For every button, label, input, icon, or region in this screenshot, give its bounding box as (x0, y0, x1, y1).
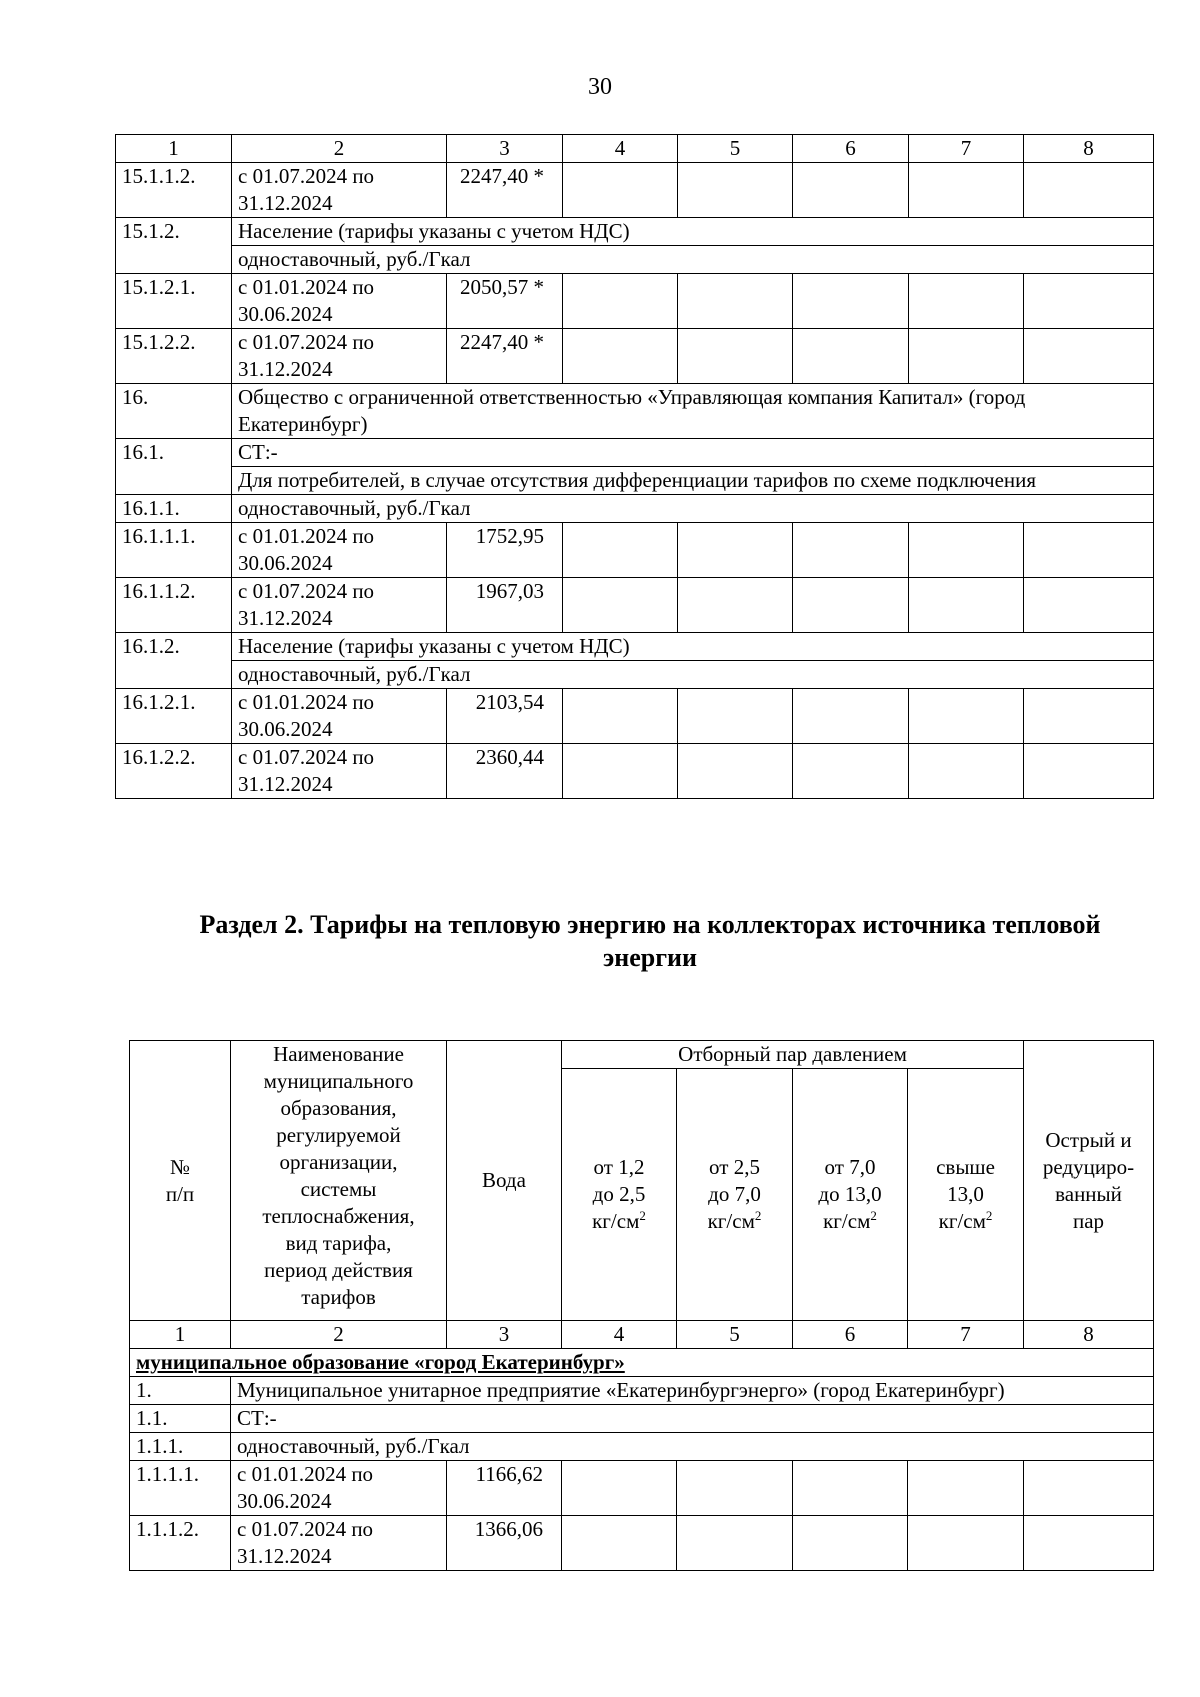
period-line: 30.06.2024 (238, 302, 333, 326)
column-number-row (116, 135, 1154, 163)
header-steam-pressure-line (914, 1208, 1017, 1235)
period-line: 31.12.2024 (238, 606, 333, 630)
column-number: 7 (908, 1321, 1024, 1349)
header-name-line: образования, (280, 1096, 397, 1120)
column-number: 2 (231, 1321, 447, 1349)
table-row (116, 467, 1154, 495)
empty-cell (678, 523, 793, 578)
column-number: 4 (563, 135, 678, 163)
empty-cell (793, 329, 909, 384)
empty-cell (678, 274, 793, 329)
row-number: 16.1.2.2. (116, 744, 232, 799)
header-steam-pressure-line: до 2,5 (592, 1182, 646, 1206)
header-steam-pressure-line: до 7,0 (708, 1182, 761, 1206)
column-number: 1 (116, 135, 232, 163)
empty-cell (793, 1461, 908, 1516)
header-water: Вода (447, 1041, 562, 1321)
empty-cell (793, 523, 909, 578)
empty-cell (562, 1516, 677, 1571)
table-row (116, 633, 1154, 661)
header-name-line: регулируемой (276, 1123, 401, 1147)
period-line: 30.06.2024 (237, 1489, 332, 1513)
empty-cell (1024, 744, 1154, 799)
table-row (116, 246, 1154, 274)
empty-cell (563, 578, 678, 633)
empty-cell (909, 329, 1024, 384)
table-row (116, 744, 1154, 799)
empty-cell (1024, 274, 1154, 329)
tariff-value: 1967,03 (447, 578, 563, 633)
row-number: 16. (116, 384, 232, 439)
header-number (130, 1041, 231, 1321)
empty-cell (1024, 163, 1154, 218)
header-name-line: организации, (279, 1150, 398, 1174)
empty-cell (678, 689, 793, 744)
period-line: 31.12.2024 (238, 357, 333, 381)
header-steam-pressure-unit: кг/см (707, 1209, 755, 1233)
header-steam-pressure-unit: кг/см (823, 1209, 871, 1233)
empty-cell (793, 689, 909, 744)
tariff-value: 2247,40 * (447, 329, 563, 384)
period-line: с 01.07.2024 по (238, 330, 375, 354)
empty-cell (1024, 329, 1154, 384)
header-steam-pressure-line: от 7,0 (824, 1155, 876, 1179)
header-steam-pressure (908, 1069, 1024, 1321)
table-row (116, 218, 1154, 246)
row-number: 1. (130, 1377, 231, 1405)
table-row (130, 1461, 1154, 1516)
period-cell (232, 523, 447, 578)
tariff-table-section-1 (115, 134, 1154, 799)
header-steam-pressure-line (568, 1208, 670, 1235)
column-number: 8 (1024, 1321, 1154, 1349)
empty-cell (678, 329, 793, 384)
header-steam-pressure-line: 13,0 (947, 1182, 984, 1206)
table-row (130, 1405, 1154, 1433)
table-row (116, 274, 1154, 329)
period-cell (231, 1461, 447, 1516)
empty-cell (1024, 1516, 1154, 1571)
header-name-line: период действия (264, 1258, 413, 1282)
table-row (116, 523, 1154, 578)
column-number: 7 (909, 135, 1024, 163)
empty-cell (678, 578, 793, 633)
tariff-value: 1366,06 (447, 1516, 562, 1571)
header-steam-pressure (793, 1069, 908, 1321)
row-description: одноставочный, руб./Гкал (232, 661, 1154, 689)
header-name-line: муниципального (263, 1069, 414, 1093)
empty-cell (909, 274, 1024, 329)
empty-cell (793, 274, 909, 329)
empty-cell (793, 163, 909, 218)
tariff-value: 2103,54 (447, 689, 563, 744)
header-sharp-steam-line: редуциро- (1042, 1154, 1135, 1179)
row-number: 1.1.1.1. (130, 1461, 231, 1516)
tariff-value: 1166,62 (447, 1461, 562, 1516)
empty-cell (563, 523, 678, 578)
row-number: 16.1.2. (116, 633, 232, 689)
column-number: 5 (678, 135, 793, 163)
header-name-line: тарифов (301, 1285, 376, 1309)
row-number: 16.1.1.1. (116, 523, 232, 578)
column-number: 6 (793, 1321, 908, 1349)
column-number: 8 (1024, 135, 1154, 163)
table-row (130, 1516, 1154, 1571)
row-description: одноставочный, руб./Гкал (231, 1433, 1154, 1461)
table-row (116, 578, 1154, 633)
header-name (231, 1041, 447, 1321)
period-line: 31.12.2024 (238, 772, 333, 796)
municipality-name: муниципальное образование «город Екатеринбург» (130, 1349, 1154, 1377)
row-number: 16.1.1. (116, 495, 232, 523)
column-number: 1 (130, 1321, 231, 1349)
row-number: 16.1.2.1. (116, 689, 232, 744)
header-steam-pressure-unit: кг/см (592, 1209, 640, 1233)
period-line: с 01.07.2024 по (238, 164, 375, 188)
empty-cell (562, 1461, 677, 1516)
period-line: с 01.01.2024 по (238, 275, 375, 299)
row-description: Население (тарифы указаны с учетом НДС) (232, 218, 1154, 246)
empty-cell (909, 744, 1024, 799)
row-number: 16.1. (116, 439, 232, 495)
header-steam-pressure-line (799, 1208, 901, 1235)
period-line: с 01.07.2024 по (238, 745, 375, 769)
tariff-value: 2247,40 * (447, 163, 563, 218)
row-description: Муниципальное унитарное предприятие «Екатеринбургэнерго» (город Екатеринбург) (231, 1377, 1154, 1405)
header-steam-pressure-line (683, 1208, 786, 1235)
table-row (130, 1433, 1154, 1461)
period-cell (232, 689, 447, 744)
table-row (116, 495, 1154, 523)
table-row (116, 384, 1154, 439)
empty-cell (678, 744, 793, 799)
table-row (130, 1377, 1154, 1405)
header-name-line: Наименование (273, 1042, 404, 1066)
municipality-row (130, 1349, 1154, 1377)
row-number: 1.1.1. (130, 1433, 231, 1461)
empty-cell (909, 578, 1024, 633)
table-row (116, 439, 1154, 467)
empty-cell (793, 744, 909, 799)
period-line: с 01.07.2024 по (238, 579, 375, 603)
column-number-row (130, 1321, 1154, 1349)
row-description: одноставочный, руб./Гкал (232, 495, 1154, 523)
header-steam-pressure-unit-exponent: 2 (985, 1208, 993, 1223)
tariff-value: 2360,44 (447, 744, 563, 799)
period-line: с 01.01.2024 по (238, 524, 375, 548)
period-cell (232, 329, 447, 384)
empty-cell (563, 689, 678, 744)
period-line: 30.06.2024 (238, 717, 333, 741)
column-number: 3 (447, 135, 563, 163)
empty-cell (1024, 1461, 1154, 1516)
empty-cell (793, 1516, 908, 1571)
row-description: Население (тарифы указаны с учетом НДС) (232, 633, 1154, 661)
header-steam-pressure-line: свыше (936, 1155, 995, 1179)
column-number: 5 (677, 1321, 793, 1349)
column-number: 3 (447, 1321, 562, 1349)
header-steam-pressure-unit-exponent: 2 (754, 1208, 762, 1223)
header-name-line: вид тарифа, (285, 1231, 392, 1255)
period-line: 31.12.2024 (238, 191, 333, 215)
empty-cell (793, 578, 909, 633)
row-number: 1.1. (130, 1405, 231, 1433)
empty-cell (563, 744, 678, 799)
row-number: 15.1.2. (116, 218, 232, 274)
table-row (116, 329, 1154, 384)
empty-cell (909, 163, 1024, 218)
header-sharp-steam-line: ванный (1055, 1181, 1122, 1206)
row-description: Для потребителей, в случае отсутствия дифференциации тарифов по схеме подключения (232, 467, 1154, 495)
header-number-line: № (169, 1154, 191, 1179)
empty-cell (1024, 523, 1154, 578)
header-steam-pressure (677, 1069, 793, 1321)
header-steam-group: Отборный пар давлением (562, 1041, 1024, 1069)
period-cell (232, 744, 447, 799)
empty-cell (909, 689, 1024, 744)
header-sharp-steam-line: пар (1072, 1208, 1105, 1233)
header-name-line: системы (300, 1177, 377, 1201)
empty-cell (1024, 689, 1154, 744)
row-number: 15.1.2.1. (116, 274, 232, 329)
empty-cell (678, 163, 793, 218)
column-number: 6 (793, 135, 909, 163)
period-line: с 01.07.2024 по (237, 1517, 374, 1541)
period-cell (232, 578, 447, 633)
period-line: с 01.01.2024 по (238, 690, 375, 714)
period-cell (231, 1516, 447, 1571)
header-steam-pressure (562, 1069, 677, 1321)
empty-cell (677, 1461, 793, 1516)
empty-cell (908, 1516, 1024, 1571)
empty-cell (563, 329, 678, 384)
column-number: 2 (232, 135, 447, 163)
column-number: 4 (562, 1321, 677, 1349)
row-description: СТ:- (232, 439, 1154, 467)
empty-cell (908, 1461, 1024, 1516)
empty-cell (563, 163, 678, 218)
header-name-line: теплоснабжения, (262, 1204, 415, 1228)
header-steam-pressure-line: до 13,0 (818, 1182, 882, 1206)
row-description: Общество с ограниченной ответственностью «Управляющая компания Капитал» (город Екатеринбург) (232, 384, 1154, 439)
header-steam-pressure-unit: кг/см (938, 1209, 986, 1233)
header-row (130, 1041, 1154, 1069)
table-row (116, 689, 1154, 744)
tariff-value: 1752,95 (447, 523, 563, 578)
row-number: 15.1.1.2. (116, 163, 232, 218)
row-number: 15.1.2.2. (116, 329, 232, 384)
empty-cell (563, 274, 678, 329)
header-sharp-steam-line: Острый и (1045, 1127, 1132, 1152)
period-line: 31.12.2024 (237, 1544, 332, 1568)
section-2-title-line1: Раздел 2. Тарифы на тепловую энергию на коллекторах источника тепловой (199, 910, 1101, 939)
page-number: 30 (588, 74, 612, 100)
period-cell (232, 274, 447, 329)
header-steam-pressure-line: от 2,5 (709, 1155, 760, 1179)
header-steam-pressure-line: от 1,2 (593, 1155, 645, 1179)
table-row (116, 661, 1154, 689)
row-number: 16.1.1.2. (116, 578, 232, 633)
header-number-line: п/п (165, 1181, 195, 1206)
header-steam-pressure-unit-exponent: 2 (639, 1208, 646, 1223)
header-sharp-steam (1024, 1041, 1154, 1321)
empty-cell (909, 523, 1024, 578)
section-2-title-line2: энергии (603, 943, 697, 972)
period-cell (232, 163, 447, 218)
row-number: 1.1.1.2. (130, 1516, 231, 1571)
header-steam-pressure-unit-exponent: 2 (870, 1208, 877, 1223)
tariff-value: 2050,57 * (447, 274, 563, 329)
table-row (116, 163, 1154, 218)
row-description: одноставочный, руб./Гкал (232, 246, 1154, 274)
empty-cell (677, 1516, 793, 1571)
period-line: с 01.01.2024 по (237, 1462, 374, 1486)
empty-cell (1024, 578, 1154, 633)
period-line: 30.06.2024 (238, 551, 333, 575)
row-description: СТ:- (231, 1405, 1154, 1433)
tariff-table-section-2 (129, 1040, 1154, 1571)
section-2-title (140, 908, 1160, 974)
